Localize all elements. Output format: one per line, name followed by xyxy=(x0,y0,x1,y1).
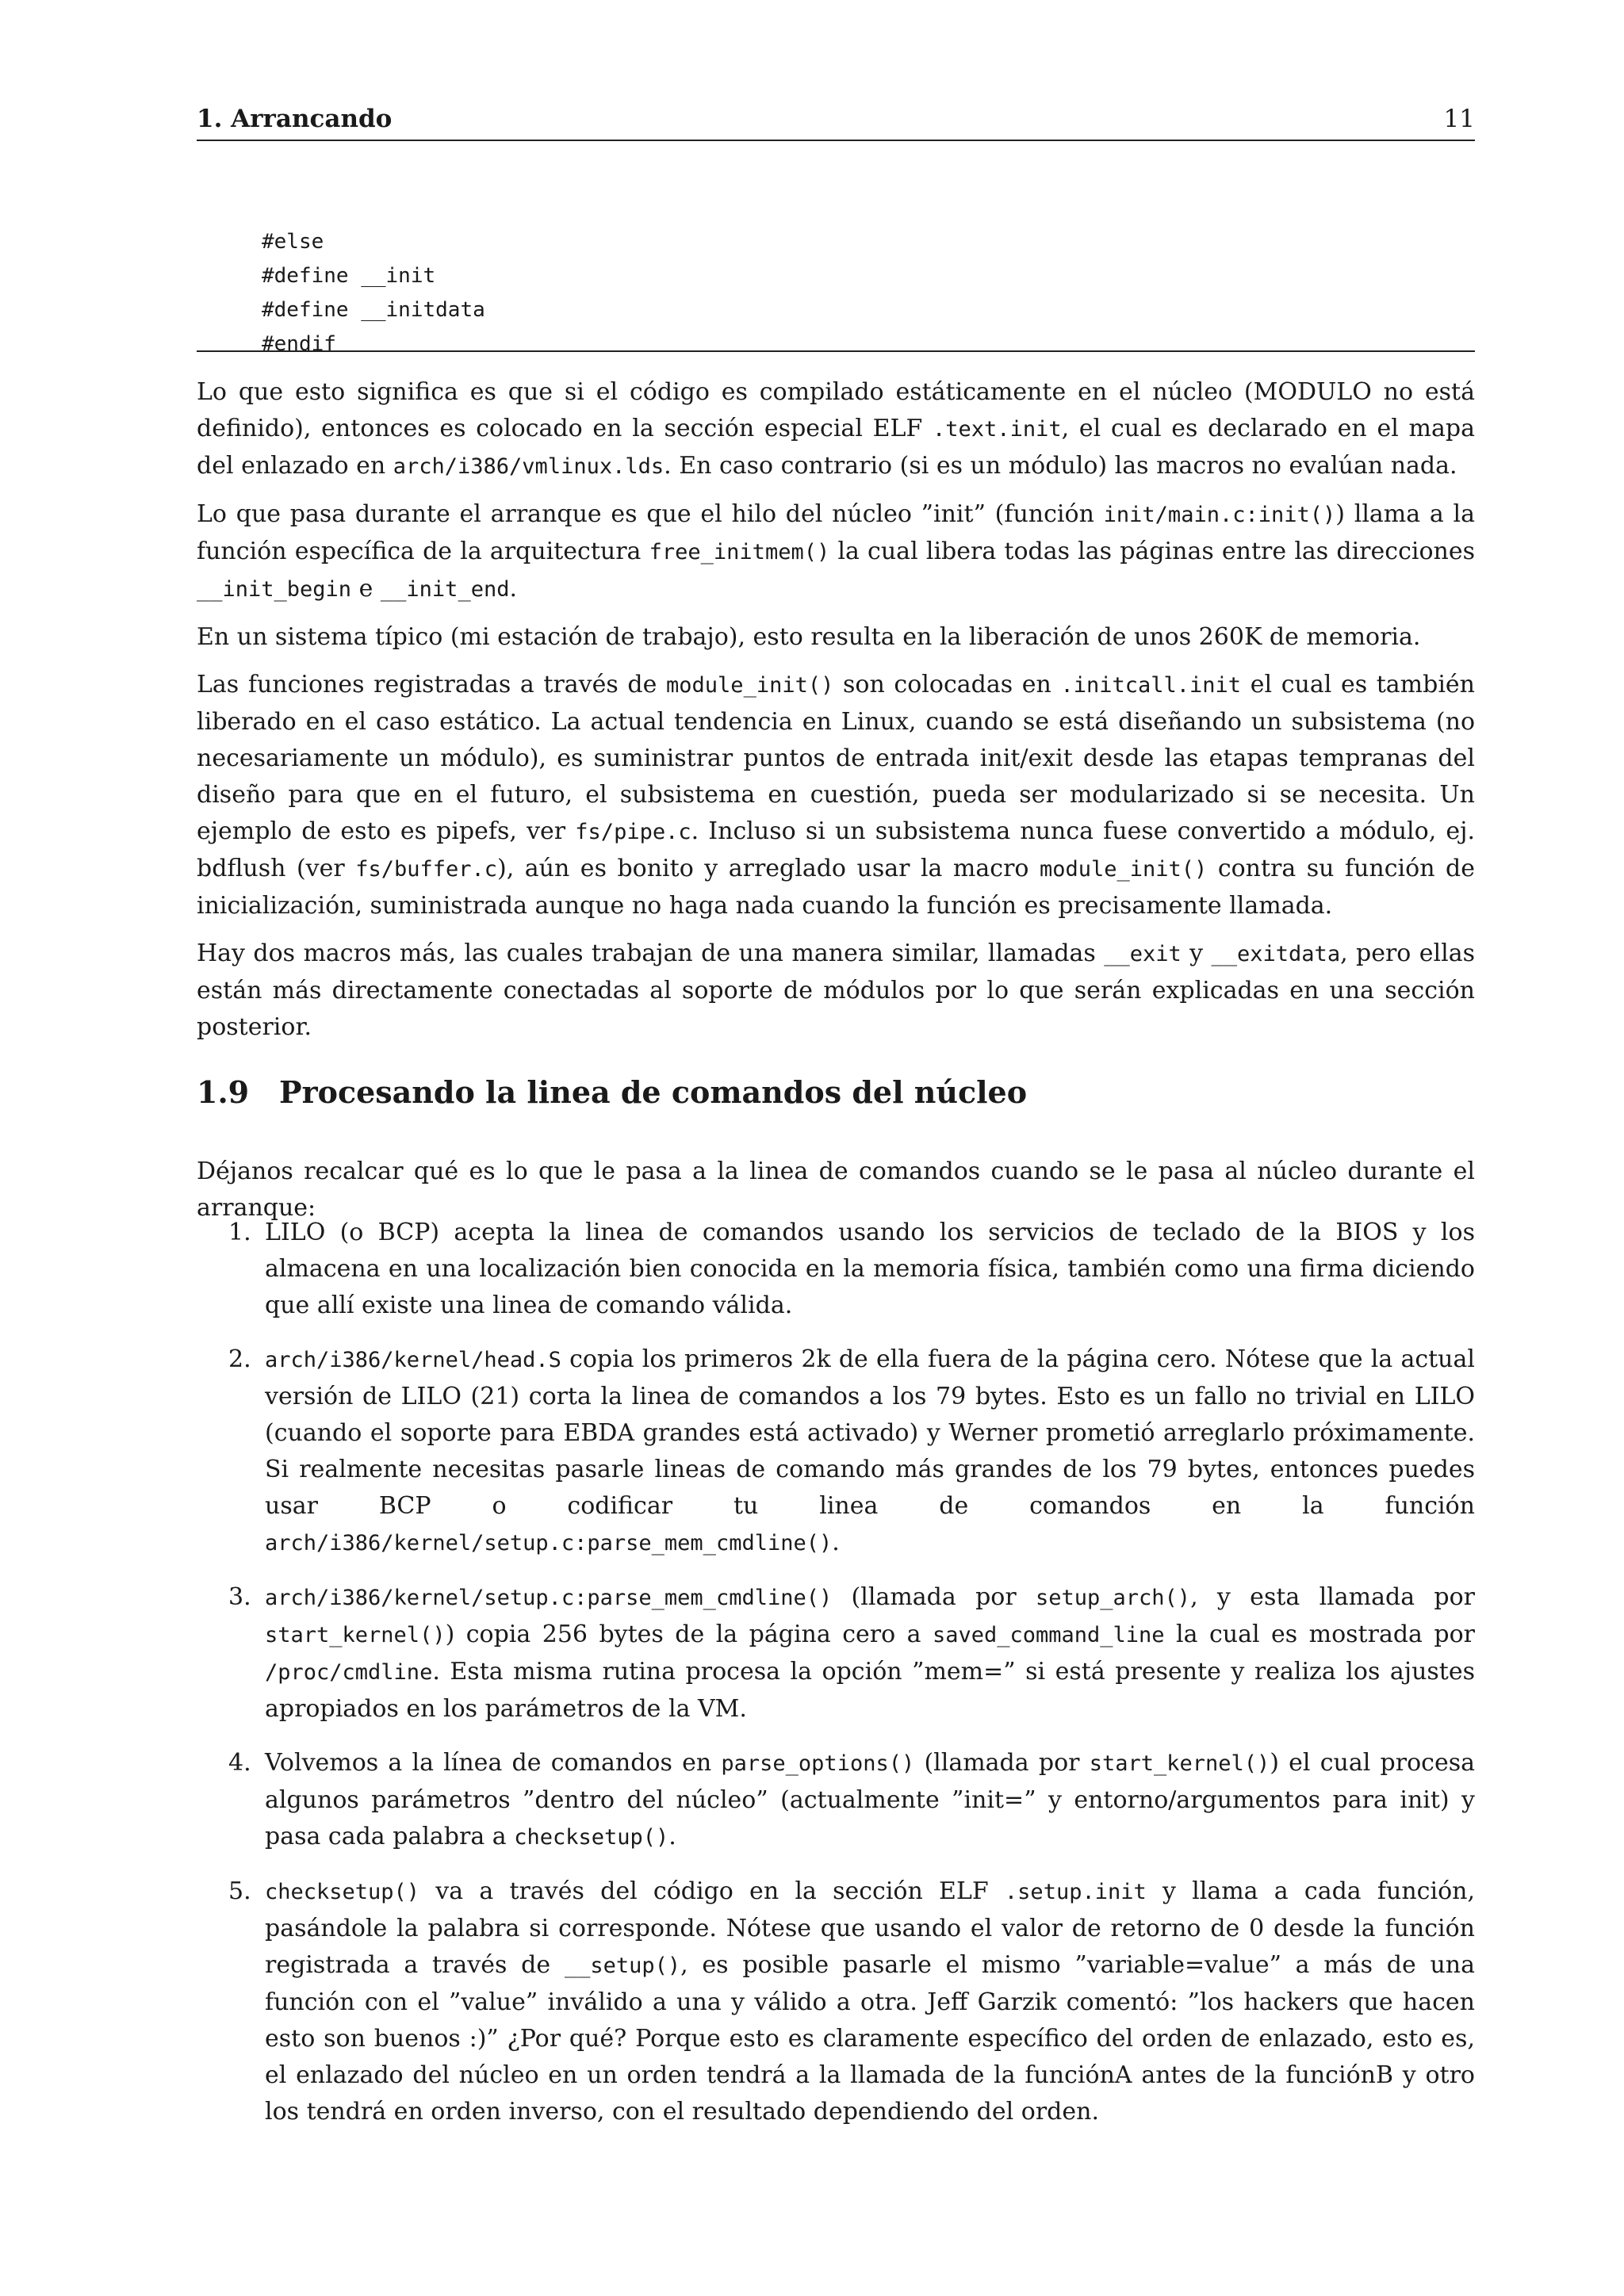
inline-code: fs/buffer.c xyxy=(355,857,498,882)
inline-code: arch/i386/kernel/setup.c:parse_mem_cmdline() xyxy=(265,1586,833,1610)
code-block-rule xyxy=(197,350,1475,352)
inline-code: setup_arch() xyxy=(1036,1586,1191,1610)
inline-code: arch/i386/kernel/setup.c:parse_mem_cmdline() xyxy=(265,1531,833,1556)
inline-code: checksetup() xyxy=(514,1825,669,1850)
inline-code: .setup.init xyxy=(1004,1880,1147,1904)
inline-code: arch/i386/kernel/head.S xyxy=(265,1348,561,1372)
inline-code: module_init() xyxy=(1039,857,1208,882)
inline-code: saved_command_line xyxy=(932,1623,1165,1647)
inline-code: __init_end xyxy=(380,577,510,602)
code-line: #define __init xyxy=(262,264,436,288)
list-marker: 2. xyxy=(228,1345,251,1373)
list-item-text: Volvemos a la línea de comandos en parse_options() (llamada por start_kernel()) el cual procesa algunos parámetros ”dentro del núcleo” (actualmente ”init=” y entorno/argumentos para init) y pasa cada palabra a checksetup(). xyxy=(265,1749,1476,1850)
list-item-text: checksetup() va a través del código en la sección ELF .setup.init y llama a cada función, pasándole la palabra si corresponde. Nótese que usando el valor de retorno de 0 desde la función registrada a través de __setup(), es posible pasarle el mismo ”variable=value” a más de una función con el ”value” inválido a una y válido a otra. Jeff Garzik comentó: ”los hackers que hacen esto son buenos :)” ¿Por qué? Porque esto es claramente específico del orden de enlazado, esto es, el enlazado del núcleo en un orden tendrá a la llamada de la funciónA antes de la funciónB y otro los tendrá en orden inverso, con el resultado dependiendo del orden. xyxy=(265,1877,1475,2126)
inline-code: __exitdata xyxy=(1211,942,1341,966)
list-item xyxy=(197,1341,1475,1562)
paragraph: Las funciones registradas a través de module_init() son colocadas en .initcall.init el cual es también liberado en el caso estático. La actual tendencia en Linux, cuando se está diseñando un subsistema (no necesariamente un módulo), es suministrar puntos de entrada init/exit desde las etapas tempranas del diseño para que en el futuro, el subsistema en cuestión, pueda ser modularizado si se necesita. Un ejemplo de esto es pipefs, ver fs/pipe.c. Incluso si un subsistema nunca fuese convertido a módulo, ej. bdflush (ver fs/buffer.c), aún es bonito y arreglado usar la macro module_init() contra su función de inicialización, suministrada aunque no haga nada cuando la función es precisamente llamada. xyxy=(197,671,1476,920)
paragraph: Lo que esto significa es que si el código es compilado estáticamente en el núcleo (MODULO no está definido), entonces es colocado en la sección especial ELF .text.init, el cual es declarado en el mapa del enlazado en arch/i386/vmlinux.lds. En caso contrario (si es un módulo) las macros no evalúan nada. xyxy=(197,378,1475,480)
list-marker: 1. xyxy=(228,1219,251,1246)
list-marker: 4. xyxy=(228,1749,251,1777)
inline-code: arch/i386/vmlinux.lds xyxy=(393,454,665,479)
inline-code: __setup() xyxy=(564,1954,681,1978)
inline-code: .initcall.init xyxy=(1060,673,1242,698)
body-paragraphs xyxy=(197,374,1475,1057)
section-heading xyxy=(197,1074,1027,1110)
code-line: #endif xyxy=(262,332,336,356)
code-line: #else xyxy=(262,230,324,254)
inline-code: start_kernel() xyxy=(265,1623,446,1647)
paragraph: Hay dos macros más, las cuales trabajan de una manera similar, llamadas __exit y __exitdata, pero ellas están más directamente conectadas al soporte de módulos por lo que serán explicadas en una sección posterior. xyxy=(197,939,1475,1041)
inline-code: fs/pipe.c xyxy=(575,820,691,844)
inline-code: parse_options() xyxy=(721,1751,915,1776)
code-line: #define __initdata xyxy=(262,298,485,322)
inline-code: init/main.c:init() xyxy=(1103,503,1336,527)
inline-code: checksetup() xyxy=(265,1880,420,1904)
list-marker: 3. xyxy=(228,1583,251,1611)
inline-code: __exit xyxy=(1104,942,1182,966)
list-item xyxy=(197,1215,1475,1324)
paragraph: Lo que pasa durante el arranque es que el hilo del núcleo ”init” (función init/main.c:init()) llama a la función específica de la arquitectura free_initmem() la cual libera todas las páginas entre las direcciones __init_begin e __init_end. xyxy=(197,500,1475,603)
list-item-text: LILO (o BCP) acepta la linea de comandos usando los servicios de teclado de la BIOS y los almacena en una localización bien conocida en la memoria física, también como una firma diciendo que allí existe una linea de comando válida. xyxy=(265,1219,1475,1319)
inline-code: __init_begin xyxy=(197,577,352,602)
inline-code: /proc/cmdline xyxy=(265,1660,433,1685)
chapter-title: 1. Arrancando xyxy=(197,105,393,133)
list-item-text: arch/i386/kernel/head.S copia los primeros 2k de ella fuera de la página cero. Nótese que la actual versión de LILO (21) corta la linea de comandos a los 79 bytes. Esto es un fallo no trivial en LILO (cuando el soporte para EBDA grandes está activado) y Werner prometió arreglarlo próximamente. Si realmente necesitas pasarle lineas de comando más grandes de los 79 bytes, entonces puedes usar BCP o codificar tu linea de comandos en la función arch/i386/kernel/setup.c:parse_mem_cmdline(). xyxy=(265,1345,1475,1556)
list-item xyxy=(197,1579,1475,1728)
list-item xyxy=(197,1873,1475,2130)
code-block xyxy=(262,225,485,362)
inline-code: .text.init xyxy=(933,417,1062,442)
section-number: 1.9 xyxy=(197,1074,250,1110)
inline-code: module_init() xyxy=(666,673,834,698)
list-item xyxy=(197,1745,1475,1856)
paragraph: En un sistema típico (mi estación de trabajo), esto resulta en la liberación de unos 260K de memoria. xyxy=(197,623,1421,651)
steps-list xyxy=(197,1215,1475,2148)
page-number: 11 xyxy=(1443,105,1475,133)
list-marker: 5. xyxy=(228,1877,251,1905)
paragraph: Déjanos recalcar qué es lo que le pasa a la linea de comandos cuando se le pasa al núcleo durante el arranque: xyxy=(197,1158,1475,1222)
inline-code: start_kernel() xyxy=(1089,1751,1270,1776)
running-header xyxy=(197,105,1475,141)
inline-code: free_initmem() xyxy=(649,540,830,564)
section-title: Procesando la linea de comandos del núcleo xyxy=(279,1074,1028,1110)
list-item-text: arch/i386/kernel/setup.c:parse_mem_cmdline() (llamada por setup_arch(), y esta llamada por start_kernel()) copia 256 bytes de la página cero a saved_command_line la cual es mostrada por /proc/cmdline. Esta misma rutina procesa la opción ”mem=” si está presente y realiza los ajustes apropiados en los parámetros de la VM. xyxy=(265,1583,1476,1723)
